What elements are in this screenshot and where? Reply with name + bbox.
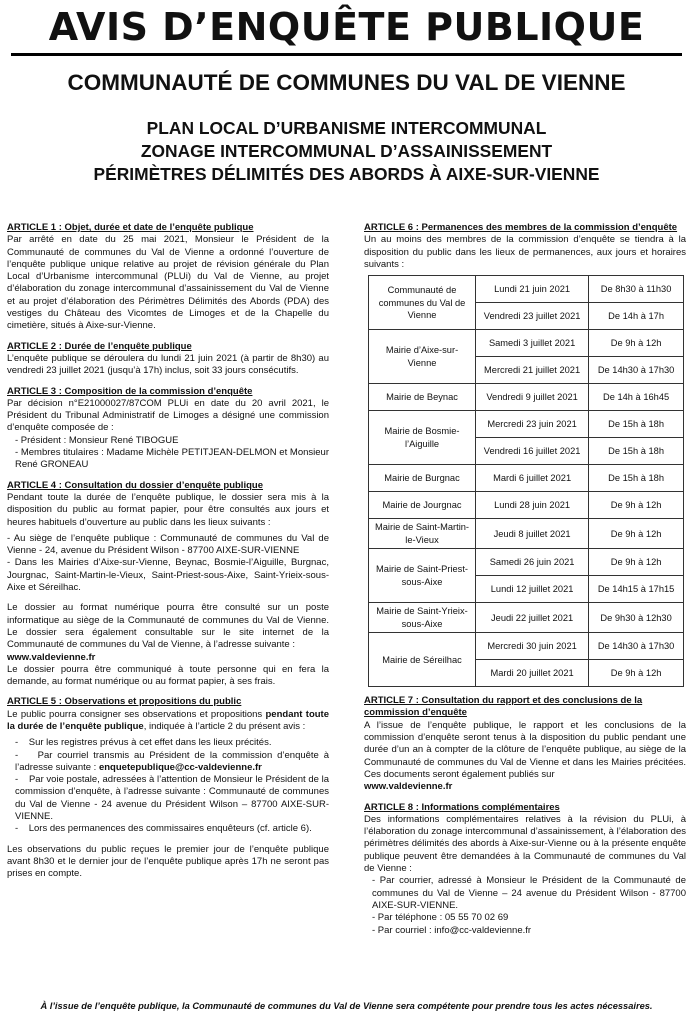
permanence-hours: De 9h à 12h [589,492,684,519]
left-column [7,222,329,881]
permanence-date: Jeudi 22 juillet 2021 [476,603,589,633]
permanence-location: Mairie de Jourgnac [369,492,476,519]
permanence-date: Mercredi 30 juin 2021 [476,633,589,660]
permanence-row [369,633,684,660]
article2-title: ARTICLE 2 : Durée de l’enquête publique [7,340,192,352]
permanence-date: Samedi 26 juin 2021 [476,549,589,576]
permanence-row [369,276,684,303]
article3-title: ARTICLE 3 : Composition de la commission d’enquête [7,385,253,397]
article6-body: Un au moins des membres de la commission d’enquête se tiendra à la disposition du public dans les lieux de permanences, aux jours et horaires suivants : [364,234,686,270]
article4-digital: Le dossier au format numérique pourra être consulté sur un poste informatique au siège de la Communauté de communes du Val de Vienne. Le dossier sera également consultable sur le site internet de la Communauté de communes du Val de Vienne, à l’adresse suivante : [7,602,329,651]
commission-members [7,435,329,472]
permanence-row [369,330,684,357]
permanence-hours: De 14h à 16h45 [589,384,684,411]
permanence-location: Mairie de Séreilhac [369,633,476,687]
permanence-hours: De 8h30 à 11h30 [589,276,684,303]
article5-intro [7,709,329,734]
heading-pda: PÉRIMÈTRES DÉLIMITÉS DES ABORDS À AIXE-SUR-VIENNE [93,164,600,184]
notice-title: AVIS D’ENQUÊTE PUBLIQUE [11,2,682,56]
article5-closing: Les observations du public reçues le premier jour de l’enquête publique avant 8h30 et le dernier jour de l’enquête publique après 17h ne seront pas prises en compte. [7,843,329,880]
article7-website-link[interactable]: www.valdevienne.fr [364,781,453,793]
permanence-location: Communauté de communes du Val de Vienne [369,276,476,330]
permanence-location: Mairie de Beynac [369,384,476,411]
permanence-location: Mairie d’Aixe-sur-Vienne [369,330,476,384]
footer-note: À l’issue de l’enquête publique, la Communauté de communes du Val de Vienne sera compétente pour prendre tous les actes nécessaires. [40,1001,653,1011]
article5-item-courriel-text: Par courriel transmis au Président de la commission d’enquête à l’adresse suivante : [15,749,329,773]
permanence-hours: De 14h à 17h [589,303,684,330]
article4-website-link[interactable]: www.valdevienne.fr [7,651,96,663]
article4-place-siege: - Au siège de l’enquête publique : Communauté de communes du Val de Vienne - 24, avenue du Président Wilson - 87700 AIXE-SUR-VIENNE [7,532,329,557]
permanence-date: Samedi 3 juillet 2021 [476,330,589,357]
permanence-row [369,465,684,492]
article8-item-telephone: - Par téléphone : 05 55 70 02 69 [372,912,509,924]
permanence-location: Mairie de Bosmie-l’Aiguille [369,411,476,465]
article4-title: ARTICLE 4 : Consultation du dossier d’enquête publique [7,479,263,491]
permanence-date: Mardi 6 juillet 2021 [476,465,589,492]
article8-list [364,875,686,936]
article5-item-permanences-text: Lors des permanences des commissaires enquêteurs (cf. article 6). [28,823,312,835]
article5-item-postale-text: Par voie postale, adressées à l’attention de Monsieur le Président de la commission d’enquête, à l’adresse suivante : Communauté de communes du Val de Vienne - 24 avenue du Président Wilson – 87700 AIXE-SUR-VIENNE. [15,774,329,823]
article8-item-courriel: - Par courriel : info@cc-valdevienne.fr [372,924,532,936]
article5-email-link[interactable]: enquetepublique@cc-valdevienne.fr [98,761,262,773]
right-column [364,222,686,937]
permanence-hours: De 15h à 18h [589,465,684,492]
permanence-date: Jeudi 8 juillet 2021 [476,519,589,549]
article4-body: Pendant toute la durée de l’enquête publique, le dossier sera mis à la disposition du public au format papier, pour être consultés aux jours et heures habituels d’ouverture au public dans les lieux suivants : [7,491,329,528]
article5-list [7,737,329,835]
article5-item-registres-text: Sur les registres prévus à cet effet dans les lieux précités. [28,737,272,749]
permanence-date: Mardi 20 juillet 2021 [476,660,589,687]
member-president: - Président : Monsieur René TIBOGUE [15,434,179,446]
notice-subtitle: COMMUNAUTÉ DE COMMUNES DU VAL DE VIENNE [67,70,626,95]
permanence-row [369,519,684,549]
article5-item-permanences: - Lors des permanences des commissaires enquêteurs (cf. article 6). [15,823,312,835]
article5-intro-bold: pendant toute la durée de l’enquête publique [7,708,329,732]
article8-title: ARTICLE 8 : Informations complémentaires [364,801,560,813]
article5-item-courriel: - Par courriel transmis au Président de la commission d’enquête à l’adresse suivante : enquetepublique@cc-valdevienne.fr [15,749,329,773]
permanence-date: Vendredi 16 juillet 2021 [476,438,589,465]
article5-title: ARTICLE 5 : Observations et propositions du public [7,696,242,708]
permanence-date: Lundi 21 juin 2021 [476,276,589,303]
permanence-row [369,603,684,633]
permanence-hours: De 14h30 à 17h30 [589,633,684,660]
permanence-date: Mercredi 21 juillet 2021 [476,357,589,384]
article1-title: ARTICLE 1 : Objet, durée et date de l’enquête publique [7,222,254,233]
article8-body: Des informations complémentaires relatives à la révision du PLUi, à l’élaboration du zonage intercommunal d’assainissement, à l’élaboration des périmètres délimités des abords à Aixe-sur-Vienne ou à la présente enquête publique peuvent être demandées à la Communauté de communes du Val de Vienne : [364,813,686,875]
article4-request: Le dossier pourra être communiqué à toute personne qui en fera la demande, au format numérique ou au format papier, à ses frais. [7,663,329,688]
heading-zonage: ZONAGE INTERCOMMUNAL D’ASSAINISSEMENT [140,141,553,161]
permanence-date: Lundi 12 juillet 2021 [476,576,589,603]
permanence-hours: De 14h30 à 17h30 [589,357,684,384]
permanence-row [369,492,684,519]
project-headings [0,117,693,186]
permanence-hours: De 9h à 12h [589,330,684,357]
article5-item-registres: - Sur les registres prévus à cet effet dans les lieux précités. [15,737,272,749]
permanence-hours: De 9h à 12h [589,549,684,576]
article7-body: A l’issue de l’enquête publique, le rapport et les conclusions de la commission d’enquête seront tenus à la disposition du public pendant une durée d’un an à compter de la clôture de l’enquête publique, au siège de la Communauté de communes du Val de Vienne et dans les Mairies précitées. Ces documents seront également publiés sur [364,719,686,780]
permanence-hours: De 15h à 18h [589,438,684,465]
permanence-location: Mairie de Saint-Martin-le-Vieux [369,519,476,549]
permanence-location: Mairie de Saint-Yrieix-sous-Aixe [369,603,476,633]
permanence-row [369,549,684,576]
heading-plui: PLAN LOCAL D’URBANISME INTERCOMMUNAL [146,118,547,138]
article3-body: Par décision n°E21000027/87COM PLUi en date du 20 avril 2021, le Président du Tribunal Administratif de Limoges a désigné une commission d’enquête composée de : [7,397,329,434]
permanence-location: Mairie de Burgnac [369,465,476,492]
article2-body: L’enquête publique se déroulera du lundi 21 juin 2021 (à partir de 8h30) au vendredi 23 juillet 2021 (jusqu’à 17h) inclus, soit 33 jours consécutifs. [7,352,329,377]
permanence-hours: De 9h30 à 12h30 [589,603,684,633]
permanence-location: Mairie de Saint-Priest-sous-Aixe [369,549,476,603]
article1-body: Par arrêté en date du 25 mai 2021, Monsieur le Président de la Communauté de communes du Val de Vienne a ordonné l’ouverture de l’enquête publique unique relative au projet de révision générale du Plan Local d’Urbanisme intercommunal (PLUi) du Val de Vienne, au projet d’élaboration du zonage intercommunal d’assainissement du Val de Vienne et au projet d’élaboration des Périmètres Délimités des Abords (PDA) des vestiges du Château des Vicomtes de Limoges et de la Chapelle du cimetière, situés à Aixe-sur-Vienne. [7,234,329,332]
member-titulaires: - Membres titulaires : Madame Michèle PETITJEAN-DELMON et Monsieur René GRONEAU [15,447,329,471]
permanence-hours: De 9h à 12h [589,660,684,687]
permanence-hours: De 15h à 18h [589,411,684,438]
permanence-hours: De 9h à 12h [589,519,684,549]
article7-title: ARTICLE 7 : Consultation du rapport et des conclusions de la commission d’enquête [364,695,643,719]
permanence-date: Vendredi 23 juillet 2021 [476,303,589,330]
permanence-date: Mercredi 23 juin 2021 [476,411,589,438]
article8-item-courrier: - Par courrier, adressé à Monsieur le Président de la Communauté de communes du Val de Vienne – 24 avenue du Président Wilson - 87700 AIXE-SUR-VIENNE. [372,875,686,911]
permanence-row [369,384,684,411]
permanence-hours: De 14h15 à 17h15 [589,576,684,603]
permanences-table [368,275,684,687]
permanence-date: Lundi 28 juin 2021 [476,492,589,519]
article6-title: ARTICLE 6 : Permanences des membres de la commission d’enquête [364,222,678,233]
permanence-row [369,411,684,438]
permanence-date: Vendredi 9 juillet 2021 [476,384,589,411]
article5-intro-text: Le public pourra consigner ses observations et propositions [7,708,266,720]
article4-place-mairies: - Dans les Mairies d’Aixe-sur-Vienne, Beynac, Bosmie-l’Aiguille, Burgnac, Jourgnac, Saint-Martin-le-Vieux, Saint-Priest-sous-Aixe, Saint-Yrieix-sous-Aixe et Séreilhac. [7,557,329,594]
article5-item-postale: - Par voie postale, adressées à l’attention de Monsieur le Président de la commission d’enquête, à l’adresse suivante : Communauté de communes du Val de Vienne - 24 avenue du Président Wilson – 87700 AIXE-SUR-VIENNE. [15,774,329,823]
article5-intro-end: , indiquée à l’article 2 du présent avis : [143,720,306,732]
